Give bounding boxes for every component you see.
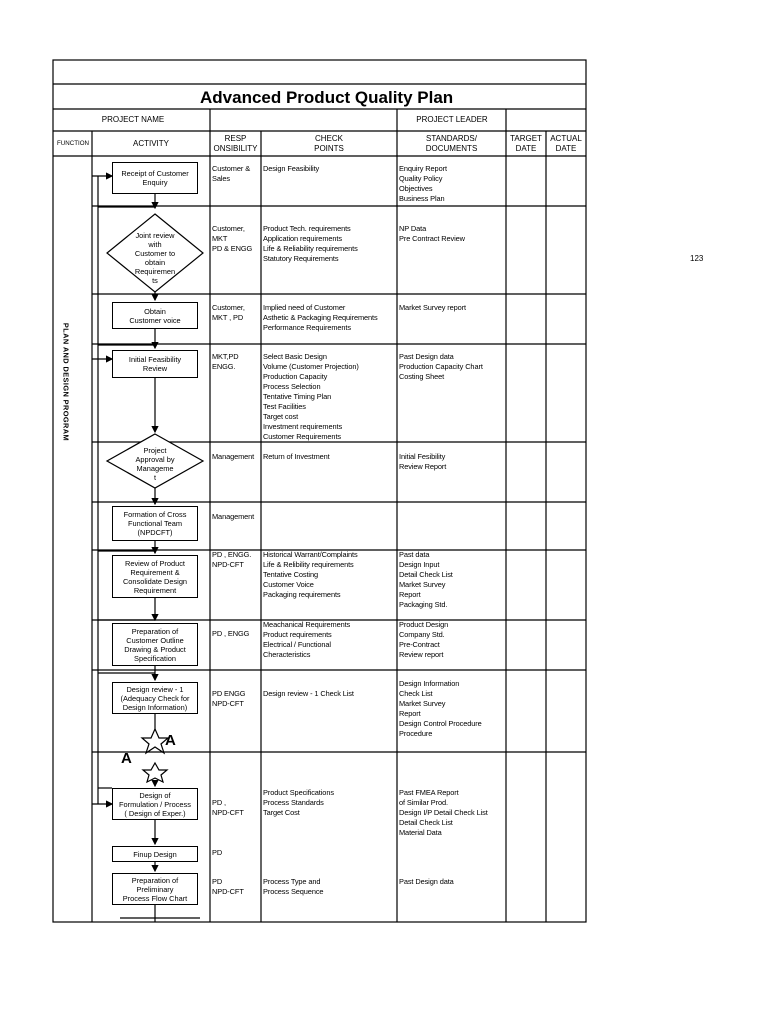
responsibility-cell: Customer & Sales xyxy=(212,164,251,183)
activity-box: Formation of Cross Functional Team (NPDCFT) xyxy=(112,506,198,541)
activity-box: Receipt of Customer Enquiry xyxy=(112,162,198,194)
target-date-header: TARGET DATE xyxy=(510,134,542,153)
documents-cell: Enquiry Report Quality Policy Objectives Business Plan xyxy=(399,164,447,203)
responsibility-cell: PD xyxy=(212,848,223,857)
activity-box: Review of Product Requirement & Consolidate Design Requirement xyxy=(112,555,198,598)
activity-box: Initial Feasibility Review xyxy=(112,350,198,378)
check-points-header: CHECK POINTS xyxy=(314,134,344,153)
documents-cell: Past data Design Input Detail Check List Market Survey Report Packaging Std. xyxy=(399,550,453,609)
responsibility-cell: PD , NPD-CFT xyxy=(212,798,244,817)
activity-box: Preparation of Preliminary Process Flow Chart xyxy=(112,873,198,905)
activity-diamond-label: Joint review with Customer to obtain Requiremen ts xyxy=(134,231,176,285)
document-title: Advanced Product Quality Plan xyxy=(200,88,454,107)
documents-cell: Past Design data xyxy=(399,877,454,886)
activity-box: Finup Design xyxy=(112,846,198,862)
documents-cell: Past FMEA Report of Similar Prod. Design I/P Detail Check List Detail Check List Material Data xyxy=(399,788,488,837)
documents-cell: Market Survey report xyxy=(399,303,467,312)
responsibility-cell: PD ENGG NPD-CFT xyxy=(212,689,246,708)
check-points-cell: Return of Investment xyxy=(263,452,330,461)
responsibility-cell: Customer, MKT PD & ENGG xyxy=(212,224,253,253)
activity-box: Obtain Customer voice xyxy=(112,302,198,329)
responsibility-cell: Customer, MKT , PD xyxy=(212,303,245,322)
responsibility-cell: MKT,PD ENGG. xyxy=(212,352,239,371)
documents-cell: Past Design data Production Capacity Chart Costing Sheet xyxy=(399,352,483,381)
function-label: PLAN AND DESIGN PROGRAM xyxy=(61,322,71,442)
documents-cell: Product Design Company Std. Pre-Contract Review report xyxy=(399,620,449,659)
actual-date-header: ACTUAL DATE xyxy=(550,134,582,153)
activity-box: Design review - 1 (Adequacy Check for Design Information) xyxy=(112,682,198,714)
activity-header: ACTIVITY xyxy=(132,139,169,148)
function-header: FUNCTION xyxy=(57,140,89,147)
check-points-cell: Select Basic Design Volume (Customer Projection) Production Capacity Process Selection Tentative Timing Plan Test Facilities Target cost Investment requirements Customer Requirements xyxy=(263,352,359,441)
documents-cell: Design Information Check List Market Survey Report Design Control Procedure Procedure xyxy=(399,679,482,738)
documents-cell: Initial Fesibility Review Report xyxy=(399,452,447,471)
responsibility-cell: PD , ENGG xyxy=(212,629,250,638)
check-points-cell: Design Feasibility xyxy=(263,164,320,173)
project-name-label: PROJECT NAME xyxy=(101,115,165,124)
standards-header: STANDARDS/ DOCUMENTS xyxy=(425,134,478,153)
connector-label: A xyxy=(121,750,132,767)
check-points-cell: Design review - 1 Check List xyxy=(263,689,354,698)
check-points-cell: Meachanical Requirements Product requirements Electrical / Functional Cheracteristics xyxy=(263,620,351,659)
responsibility-cell: Management xyxy=(212,512,255,521)
check-points-cell: Product Tech. requirements Application requirements Life & Reliability requirements Statutory Requirements xyxy=(263,224,358,263)
activity-diamond-label: Project Approval by Manageme t xyxy=(135,446,175,482)
check-points-cell: Process Type and Process Sequence xyxy=(263,877,324,896)
activity-box: Preparation of Customer Outline Drawing & Product Specification xyxy=(112,623,198,666)
activity-box: Design of Formulation / Process ( Design of Exper.) xyxy=(112,788,198,820)
check-points-cell: Implied need of Customer Asthetic & Packaging Requirements Performance Requirements xyxy=(263,303,378,332)
responsibility-header: RESP ONSIBILITY xyxy=(213,134,258,153)
responsibility-cell: PD , ENGG. NPD-CFT xyxy=(212,550,252,569)
project-leader-label: PROJECT LEADER xyxy=(416,115,488,124)
connector-label: A xyxy=(165,732,176,749)
responsibility-cell: Management xyxy=(212,452,255,461)
documents-cell: NP Data Pre Contract Review xyxy=(399,224,465,243)
responsibility-cell: PD NPD-CFT xyxy=(212,877,244,896)
check-points-cell: Historical Warrant/Complaints Life & Relibility requirements Tentative Costing Customer Voice Packaging requirements xyxy=(263,550,358,599)
check-points-cell: Product Specifications Process Standards Target Cost xyxy=(263,788,334,817)
page-number: 123 xyxy=(690,254,704,263)
